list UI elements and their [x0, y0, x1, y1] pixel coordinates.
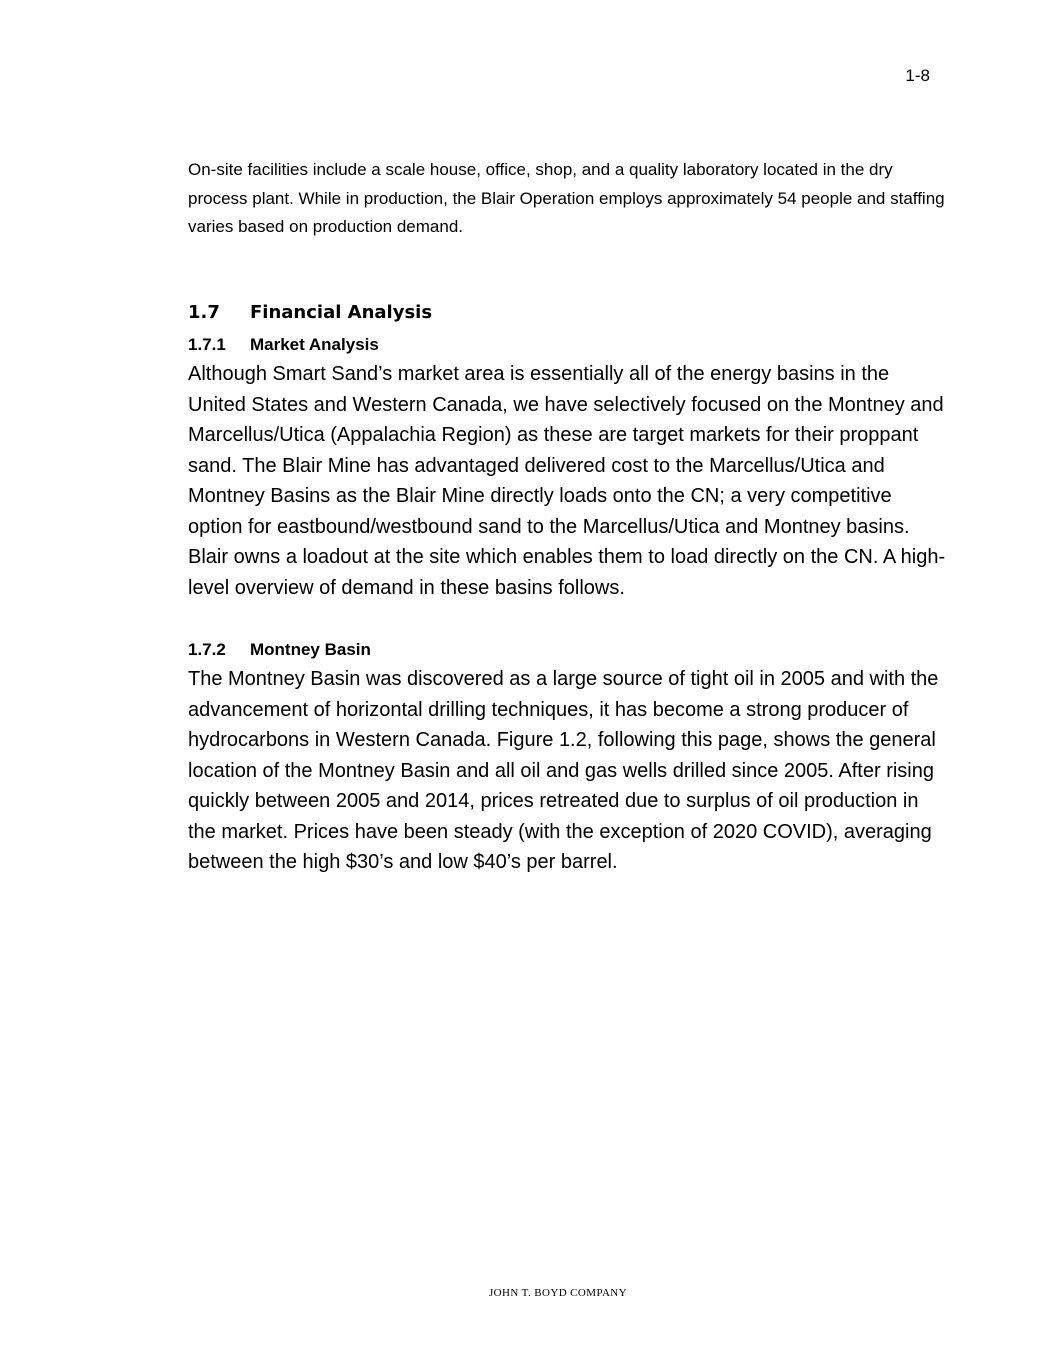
page-number: 1-8: [905, 66, 930, 85]
subsection-number: 1.7.1: [188, 335, 226, 354]
subsection-title: Market Analysis: [250, 335, 379, 354]
market-analysis-paragraph: Although Smart Sand’s market area is essentially all of the energy basins in the United States and Western Canada, we have selectively focused on the Montney and Marcellus/Utica (Appalachia Region) as these are target markets for their proppant sand. The Blair Mine has advantaged delivered cost to the Marcellus/Utica and Montney Basins as the Blair Mine directly loads onto the CN; a very competitive option for eastbound/westbound sand to the Marcellus/Utica and Montney basins. Blair owns a loadout at the site which enables them to load directly on the CN. A high-level overview of demand in these basins follows.: [188, 363, 946, 599]
subsection-title: Montney Basin: [250, 640, 371, 659]
footer-company-name: JOHN T. BOYD COMPANY: [489, 1287, 627, 1299]
section-title: Financial Analysis: [250, 302, 433, 323]
subsection-number: 1.7.2: [188, 640, 226, 659]
montney-basin-paragraph: The Montney Basin was discovered as a large source of tight oil in 2005 and with the advancement of horizontal drilling techniques, it has become a strong producer of hydrocarbons in Western Canada. Figure 1.2, following this page, shows the general location of the Montney Basin and all oil and gas wells drilled since 2005. After rising quickly between 2005 and 2014, prices retreated due to surplus of oil production in the market. Prices have been steady (with the exception of 2020 COVID), averaging between the high $30’s and low $40’s per barrel.: [188, 668, 939, 873]
subsection-heading-montney-basin: [188, 639, 371, 661]
section-heading: [188, 301, 432, 325]
subsection-heading-market-analysis: [188, 334, 379, 356]
section-number: 1.7: [188, 302, 220, 323]
intro-paragraph: On-site facilities include a scale house, office, shop, and a quality laboratory located in the dry process plant. While in production, the Blair Operation employs approximately 54 people and staffing varies based on production demand.: [188, 160, 945, 236]
